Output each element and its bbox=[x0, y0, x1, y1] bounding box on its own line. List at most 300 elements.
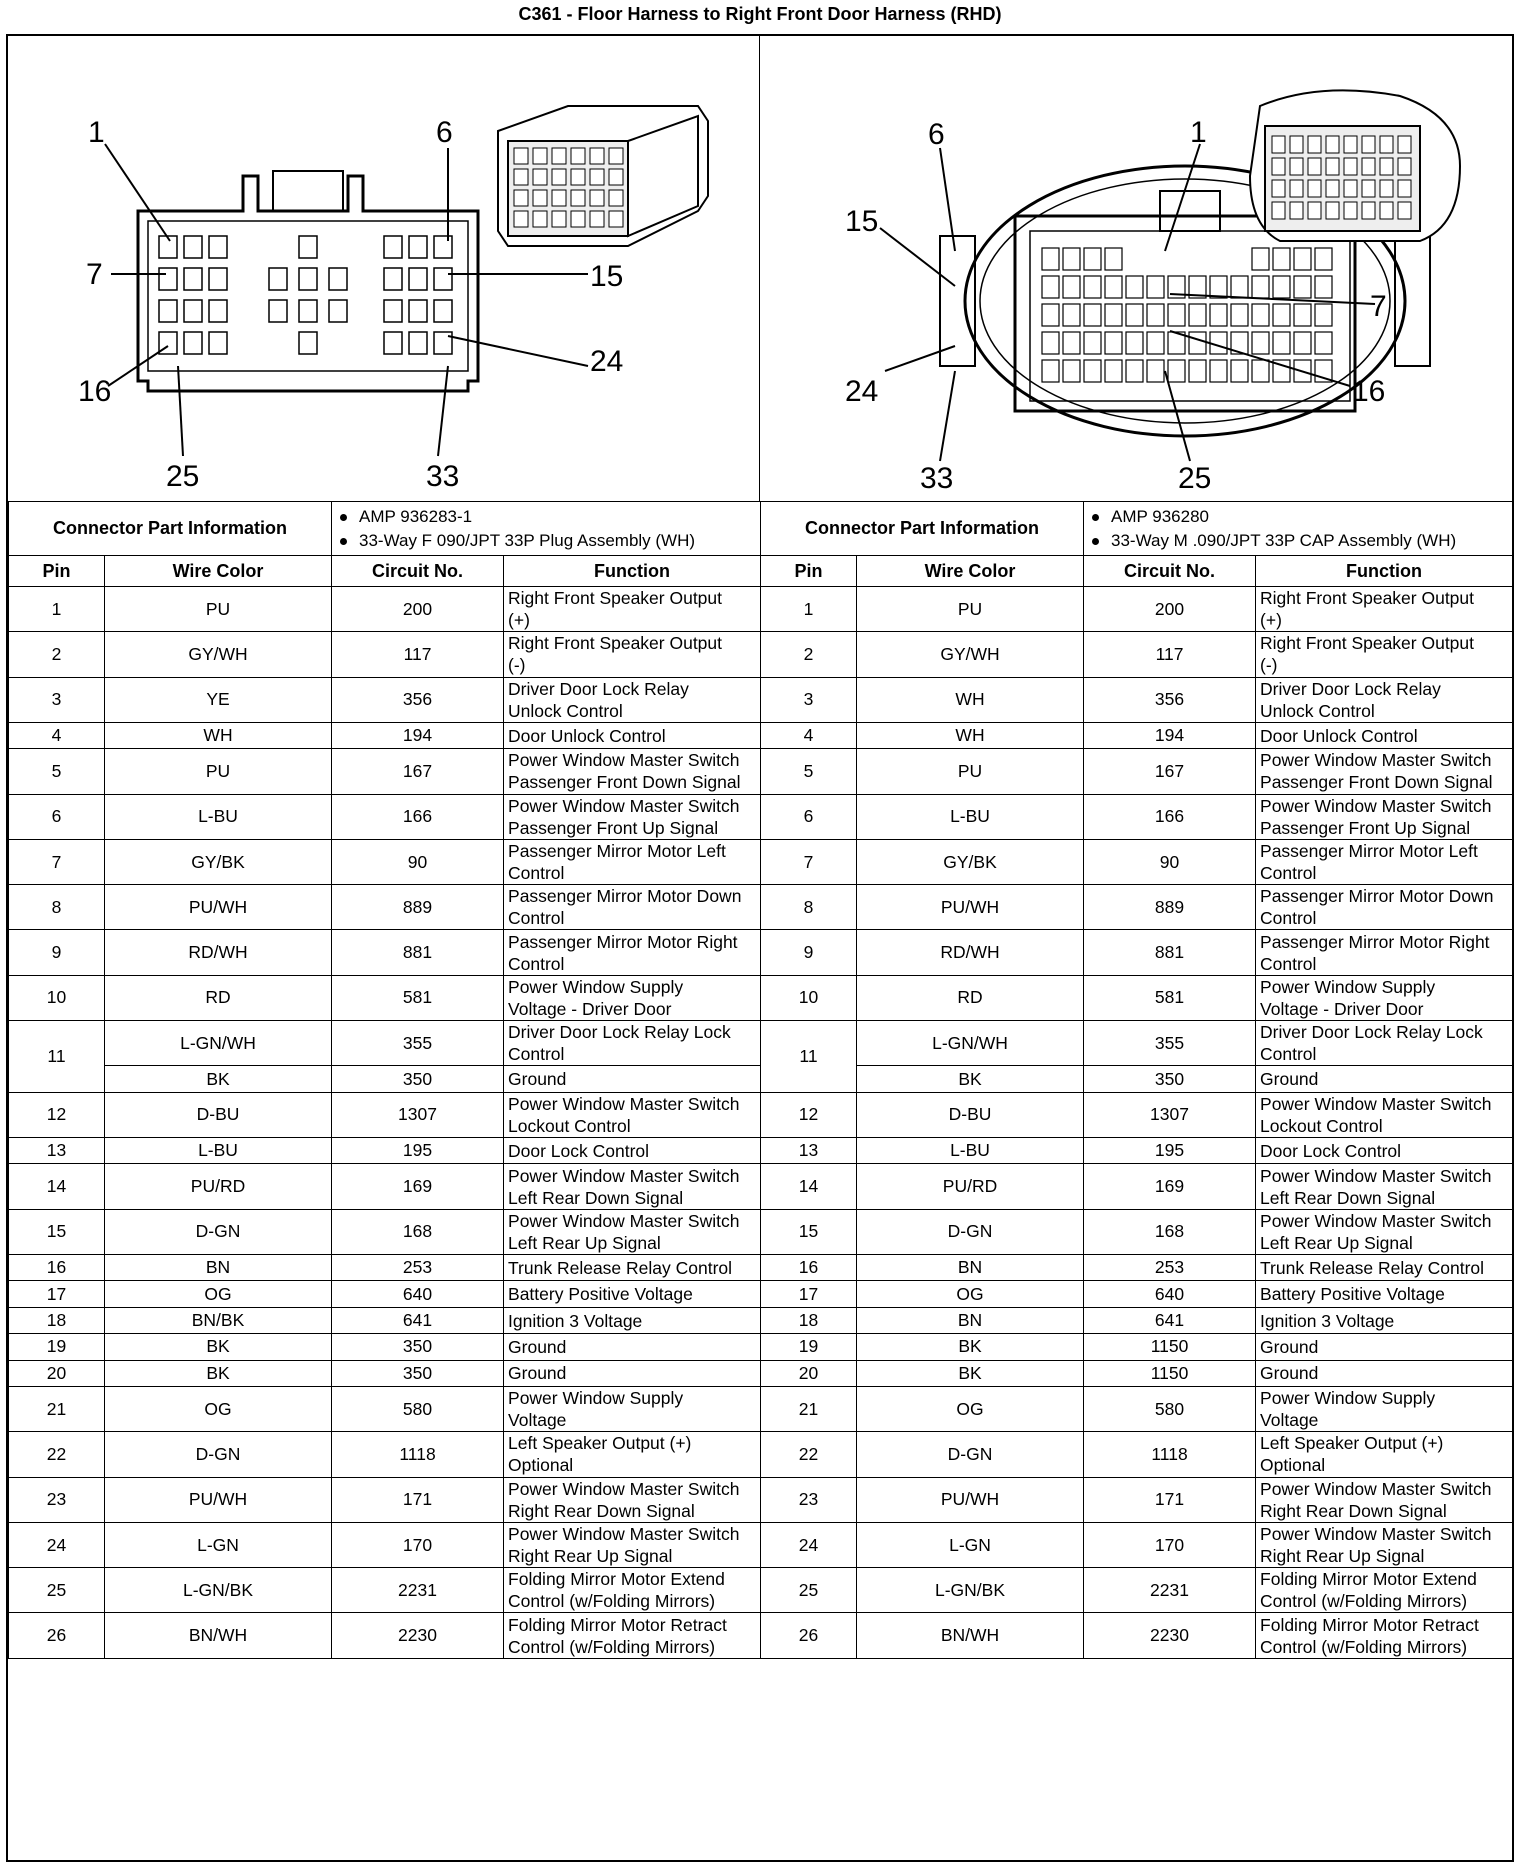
cavity bbox=[329, 300, 347, 322]
function-line: Driver Door Lock Relay Lock bbox=[1260, 1022, 1483, 1043]
function-cell bbox=[504, 1360, 761, 1386]
function-cell bbox=[1256, 677, 1513, 722]
pin-cell: 4 bbox=[9, 722, 105, 748]
function-line: Trunk Release Relay Control bbox=[1260, 1257, 1485, 1278]
cavity bbox=[1147, 304, 1164, 326]
circuit-cell: 641 bbox=[332, 1307, 504, 1333]
right-callout-25: 25 bbox=[1178, 462, 1212, 495]
table-row bbox=[761, 587, 1513, 632]
pin-cell: 12 bbox=[761, 1092, 857, 1137]
pin-cell: 1 bbox=[9, 587, 105, 632]
cavity bbox=[184, 300, 202, 322]
cavity bbox=[1398, 158, 1411, 175]
table-row bbox=[761, 722, 1513, 748]
pin-cell: 6 bbox=[9, 794, 105, 839]
wire-color-cell: WH bbox=[105, 722, 332, 748]
circuit-cell: 350 bbox=[332, 1334, 504, 1360]
column-header: Function bbox=[504, 556, 761, 587]
pin-cell: 18 bbox=[9, 1307, 105, 1333]
function-cell bbox=[1256, 1307, 1513, 1333]
cavity bbox=[533, 169, 547, 185]
wire-color-cell: GY/WH bbox=[857, 632, 1084, 677]
circuit-cell: 194 bbox=[332, 722, 504, 748]
function-cell bbox=[504, 1386, 761, 1431]
function-line: Voltage - Driver Door bbox=[508, 998, 672, 1019]
left-callout-16: 16 bbox=[78, 375, 112, 408]
part-info-line: 33-Way M .090/JPT 33P CAP Assembly (WH) bbox=[1111, 530, 1457, 550]
circuit-cell: 169 bbox=[332, 1164, 504, 1209]
cavity bbox=[1105, 332, 1122, 354]
cavity bbox=[1273, 332, 1290, 354]
wire-color-cell: L-GN/BK bbox=[857, 1568, 1084, 1613]
function-line: Lockout Control bbox=[508, 1115, 631, 1136]
wire-color-cell: RD bbox=[105, 975, 332, 1020]
diagram-row bbox=[8, 36, 1512, 502]
table-row bbox=[761, 975, 1513, 1020]
cavity bbox=[514, 211, 528, 227]
function-line: Power Window Master Switch bbox=[508, 1093, 740, 1114]
function-cell bbox=[1256, 839, 1513, 884]
circuit-cell: 881 bbox=[1084, 930, 1256, 975]
bullet-icon bbox=[340, 538, 347, 545]
function-cell bbox=[504, 749, 761, 794]
function-cell bbox=[504, 1209, 761, 1254]
function-line: (-) bbox=[508, 655, 526, 676]
function-line: Right Front Speaker Output bbox=[1260, 588, 1475, 609]
function-line: Power Window Master Switch bbox=[1260, 795, 1492, 816]
cavity bbox=[1126, 304, 1143, 326]
pin-cell: 9 bbox=[9, 930, 105, 975]
function-line: Power Window Master Switch bbox=[508, 795, 740, 816]
function-cell bbox=[504, 632, 761, 677]
function-cell bbox=[504, 1334, 761, 1360]
circuit-cell: 90 bbox=[1084, 839, 1256, 884]
wire-color-cell: PU bbox=[105, 749, 332, 794]
circuit-cell: 167 bbox=[332, 749, 504, 794]
circuit-cell: 881 bbox=[332, 930, 504, 975]
circuit-cell: 1118 bbox=[332, 1432, 504, 1477]
function-line: Right Rear Up Signal bbox=[1260, 1546, 1425, 1567]
function-line: Driver Door Lock Relay bbox=[508, 678, 689, 699]
cavity bbox=[434, 236, 452, 258]
right-callout-33: 33 bbox=[920, 462, 954, 495]
cavity bbox=[1273, 248, 1290, 270]
cavity bbox=[609, 169, 623, 185]
circuit-cell: 2231 bbox=[1084, 1568, 1256, 1613]
cavity bbox=[1063, 248, 1080, 270]
column-header: Pin bbox=[9, 556, 105, 587]
cavity bbox=[1147, 360, 1164, 382]
function-line: Control (w/Folding Mirrors) bbox=[1260, 1591, 1468, 1612]
function-line: Voltage bbox=[508, 1410, 567, 1431]
wire-color-cell: BK bbox=[105, 1334, 332, 1360]
cavity bbox=[269, 268, 287, 290]
circuit-cell: 2231 bbox=[332, 1568, 504, 1613]
function-line: Power Window Master Switch bbox=[1260, 1093, 1492, 1114]
cavity bbox=[1362, 202, 1375, 219]
table-row bbox=[9, 1138, 761, 1164]
cavity bbox=[533, 190, 547, 206]
table-row bbox=[761, 1522, 1513, 1567]
circuit-cell: 166 bbox=[1084, 794, 1256, 839]
function-line: Right Rear Down Signal bbox=[1260, 1500, 1447, 1521]
function-line: Voltage - Driver Door bbox=[1260, 998, 1424, 1019]
function-line: Left Rear Up Signal bbox=[508, 1232, 661, 1253]
column-header: Wire Color bbox=[105, 556, 332, 587]
wire-color-cell: PU bbox=[857, 749, 1084, 794]
function-cell bbox=[504, 1307, 761, 1333]
wire-color-cell: PU/RD bbox=[105, 1164, 332, 1209]
table-row bbox=[9, 930, 761, 975]
cavity bbox=[1126, 332, 1143, 354]
circuit-cell: 350 bbox=[332, 1066, 504, 1092]
table-row bbox=[9, 1477, 761, 1522]
function-cell bbox=[1256, 1164, 1513, 1209]
cavity bbox=[1272, 202, 1285, 219]
function-line: Power Window Master Switch bbox=[1260, 1165, 1492, 1186]
function-cell bbox=[504, 1522, 761, 1567]
right-callout-16: 16 bbox=[1352, 375, 1386, 408]
cavity bbox=[1231, 360, 1248, 382]
pin-cell: 24 bbox=[9, 1522, 105, 1567]
cavity bbox=[434, 300, 452, 322]
function-cell bbox=[1256, 632, 1513, 677]
circuit-cell: 889 bbox=[332, 885, 504, 930]
function-line: Passenger Front Down Signal bbox=[1260, 772, 1493, 793]
table-row bbox=[761, 1255, 1513, 1281]
cavity bbox=[1063, 332, 1080, 354]
table-row bbox=[9, 722, 761, 748]
cavity bbox=[1084, 304, 1101, 326]
cavity bbox=[1290, 158, 1303, 175]
right-callout-7: 7 bbox=[1370, 290, 1387, 323]
function-line: Control (w/Folding Mirrors) bbox=[508, 1636, 716, 1657]
wire-color-cell: L-BU bbox=[857, 1138, 1084, 1164]
function-cell bbox=[1256, 1613, 1513, 1658]
function-line: Driver Door Lock Relay Lock bbox=[508, 1022, 731, 1043]
function-line: Power Window Master Switch bbox=[1260, 1478, 1492, 1499]
cavity bbox=[1063, 360, 1080, 382]
function-line: Right Front Speaker Output bbox=[1260, 633, 1475, 654]
wire-color-cell: BN bbox=[857, 1307, 1084, 1333]
pin-cell: 10 bbox=[761, 975, 857, 1020]
wire-color-cell: L-GN bbox=[857, 1522, 1084, 1567]
cavity bbox=[1362, 180, 1375, 197]
right-part-info bbox=[1084, 502, 1513, 556]
cavity bbox=[1326, 180, 1339, 197]
pin-cell: 6 bbox=[761, 794, 857, 839]
wire-color-cell: PU/RD bbox=[857, 1164, 1084, 1209]
function-line: Ground bbox=[1260, 1363, 1319, 1384]
cavity bbox=[1380, 136, 1393, 153]
table-row bbox=[761, 1477, 1513, 1522]
function-line: Power Window Supply bbox=[508, 1388, 684, 1409]
function-cell bbox=[1256, 1021, 1513, 1066]
table-row bbox=[9, 1092, 761, 1137]
wire-color-cell: BN/BK bbox=[105, 1307, 332, 1333]
function-line: Power Window Master Switch bbox=[508, 1165, 740, 1186]
function-cell bbox=[504, 1164, 761, 1209]
function-line: Battery Positive Voltage bbox=[508, 1284, 693, 1305]
circuit-cell: 195 bbox=[1084, 1138, 1256, 1164]
table-row bbox=[9, 1164, 761, 1209]
wire-color-cell: PU/WH bbox=[105, 885, 332, 930]
function-line: (-) bbox=[1260, 655, 1278, 676]
function-line: Right Rear Up Signal bbox=[508, 1546, 673, 1567]
cavity bbox=[1344, 158, 1357, 175]
function-cell bbox=[504, 1281, 761, 1307]
cavity bbox=[552, 148, 566, 164]
left-pinout-table bbox=[8, 501, 761, 1659]
function-line: Power Window Master Switch bbox=[1260, 1210, 1492, 1231]
function-cell bbox=[1256, 1360, 1513, 1386]
circuit-cell: 355 bbox=[332, 1021, 504, 1066]
circuit-cell: 200 bbox=[332, 587, 504, 632]
circuit-cell: 580 bbox=[332, 1386, 504, 1431]
right-part-info-label: Connector Part Information bbox=[761, 502, 1084, 556]
cavity bbox=[1272, 136, 1285, 153]
circuit-cell: 640 bbox=[1084, 1281, 1256, 1307]
function-line: Control (w/Folding Mirrors) bbox=[508, 1591, 716, 1612]
function-cell bbox=[1256, 1568, 1513, 1613]
wire-color-cell: L-GN/BK bbox=[105, 1568, 332, 1613]
wire-color-cell: BN bbox=[105, 1255, 332, 1281]
pin-cell: 5 bbox=[761, 749, 857, 794]
function-line: Left Rear Down Signal bbox=[1260, 1187, 1436, 1208]
cavity bbox=[299, 236, 317, 258]
table-row bbox=[9, 885, 761, 930]
cavity bbox=[1326, 158, 1339, 175]
cavity bbox=[299, 268, 317, 290]
cavity bbox=[384, 236, 402, 258]
function-line: Power Window Master Switch bbox=[508, 1210, 740, 1231]
function-line: Folding Mirror Motor Retract bbox=[1260, 1614, 1479, 1635]
circuit-cell: 168 bbox=[332, 1209, 504, 1254]
pin-cell: 25 bbox=[9, 1568, 105, 1613]
table-row bbox=[761, 794, 1513, 839]
table-row bbox=[9, 749, 761, 794]
function-line: Passenger Mirror Motor Down bbox=[508, 886, 742, 907]
cavity bbox=[1084, 360, 1101, 382]
cavity bbox=[1308, 180, 1321, 197]
right-pinout-table bbox=[760, 501, 1513, 1659]
table-row bbox=[761, 1209, 1513, 1254]
table-row bbox=[761, 1281, 1513, 1307]
wire-color-cell: BN bbox=[857, 1255, 1084, 1281]
cavity bbox=[209, 268, 227, 290]
table-row bbox=[761, 749, 1513, 794]
pin-cell: 17 bbox=[9, 1281, 105, 1307]
function-line: Passenger Front Down Signal bbox=[508, 772, 741, 793]
cavity bbox=[1231, 276, 1248, 298]
function-line: Power Window Supply bbox=[1260, 976, 1436, 997]
cavity bbox=[1315, 248, 1332, 270]
cavity bbox=[209, 236, 227, 258]
pin-cell: 7 bbox=[761, 839, 857, 884]
pin-cell: 26 bbox=[9, 1613, 105, 1658]
function-line: Unlock Control bbox=[1260, 700, 1375, 721]
cavity bbox=[1315, 276, 1332, 298]
wire-color-cell: D-BU bbox=[105, 1092, 332, 1137]
pin-cell: 21 bbox=[761, 1386, 857, 1431]
cavity bbox=[1210, 304, 1227, 326]
cavity bbox=[1042, 304, 1059, 326]
wire-color-cell: OG bbox=[857, 1386, 1084, 1431]
circuit-cell: 253 bbox=[1084, 1255, 1256, 1281]
function-cell bbox=[1256, 1334, 1513, 1360]
table-row bbox=[761, 677, 1513, 722]
pin-cell: 1 bbox=[761, 587, 857, 632]
pin-cell: 11 bbox=[761, 1021, 857, 1093]
pin-cell: 20 bbox=[761, 1360, 857, 1386]
cavity bbox=[1315, 332, 1332, 354]
cavity bbox=[1189, 360, 1206, 382]
table-row bbox=[761, 1164, 1513, 1209]
plug-face-drawing bbox=[8, 36, 760, 501]
table-row bbox=[9, 632, 761, 677]
table-row bbox=[761, 1021, 1513, 1066]
function-line: Ignition 3 Voltage bbox=[1260, 1310, 1395, 1331]
circuit-cell: 90 bbox=[332, 839, 504, 884]
left-part-info-label: Connector Part Information bbox=[9, 502, 332, 556]
wire-color-cell: GY/WH bbox=[105, 632, 332, 677]
cavity bbox=[384, 300, 402, 322]
cavity bbox=[409, 300, 427, 322]
right-callout-24: 24 bbox=[845, 375, 879, 408]
function-line: Passenger Mirror Motor Down bbox=[1260, 886, 1494, 907]
cavity bbox=[571, 190, 585, 206]
function-cell bbox=[504, 1568, 761, 1613]
cavity bbox=[1294, 332, 1311, 354]
cavity bbox=[299, 300, 317, 322]
table-row bbox=[761, 1386, 1513, 1431]
cavity bbox=[552, 211, 566, 227]
wire-color-cell: BK bbox=[857, 1334, 1084, 1360]
function-cell bbox=[504, 1138, 761, 1164]
function-cell bbox=[504, 1021, 761, 1066]
cavity bbox=[514, 190, 528, 206]
cavity bbox=[1252, 360, 1269, 382]
pin-cell: 15 bbox=[761, 1209, 857, 1254]
cavity bbox=[1126, 276, 1143, 298]
cavity bbox=[1273, 276, 1290, 298]
wire-color-cell: RD/WH bbox=[857, 930, 1084, 975]
wire-color-cell: L-BU bbox=[105, 794, 332, 839]
table-row bbox=[761, 1360, 1513, 1386]
pin-cell: 22 bbox=[9, 1432, 105, 1477]
table-row bbox=[9, 587, 761, 632]
pin-cell: 26 bbox=[761, 1613, 857, 1658]
cavity bbox=[209, 300, 227, 322]
table-row bbox=[761, 1334, 1513, 1360]
pin-cell: 13 bbox=[761, 1138, 857, 1164]
pin-cell: 15 bbox=[9, 1209, 105, 1254]
bullet-icon bbox=[1092, 514, 1099, 521]
pin-cell: 18 bbox=[761, 1307, 857, 1333]
wire-color-cell: L-GN bbox=[105, 1522, 332, 1567]
column-header: Circuit No. bbox=[1084, 556, 1256, 587]
cavity bbox=[409, 268, 427, 290]
function-line: Power Window Supply bbox=[1260, 1388, 1436, 1409]
cavity bbox=[533, 148, 547, 164]
table-row bbox=[761, 1138, 1513, 1164]
wire-color-cell: OG bbox=[105, 1281, 332, 1307]
pin-cell: 24 bbox=[761, 1522, 857, 1567]
pin-cell: 11 bbox=[9, 1021, 105, 1093]
cavity bbox=[1105, 360, 1122, 382]
cavity bbox=[409, 236, 427, 258]
function-line: Driver Door Lock Relay bbox=[1260, 678, 1441, 699]
function-line: Passenger Front Up Signal bbox=[1260, 817, 1471, 838]
wire-color-cell: PU bbox=[857, 587, 1084, 632]
pin-cell: 3 bbox=[761, 677, 857, 722]
table-row bbox=[9, 1021, 761, 1066]
function-line: Power Window Master Switch bbox=[508, 1478, 740, 1499]
pin-cell: 23 bbox=[761, 1477, 857, 1522]
function-cell bbox=[1256, 1255, 1513, 1281]
function-line: Left Speaker Output (+) bbox=[508, 1433, 692, 1454]
cavity bbox=[1398, 136, 1411, 153]
circuit-cell: 194 bbox=[1084, 722, 1256, 748]
function-cell bbox=[504, 1477, 761, 1522]
cavity bbox=[1326, 202, 1339, 219]
cavity bbox=[590, 148, 604, 164]
function-line: Door Unlock Control bbox=[1260, 725, 1418, 746]
wire-color-cell: OG bbox=[105, 1386, 332, 1431]
cavity bbox=[1168, 304, 1185, 326]
pin-cell: 19 bbox=[9, 1334, 105, 1360]
cavity bbox=[514, 148, 528, 164]
circuit-cell: 117 bbox=[1084, 632, 1256, 677]
cavity bbox=[1063, 304, 1080, 326]
function-cell bbox=[1256, 885, 1513, 930]
cavity bbox=[1380, 158, 1393, 175]
cavity bbox=[1105, 276, 1122, 298]
wire-color-cell: GY/BK bbox=[105, 839, 332, 884]
table-row bbox=[761, 1568, 1513, 1613]
column-header: Function bbox=[1256, 556, 1513, 587]
function-cell bbox=[504, 794, 761, 839]
cavity bbox=[434, 268, 452, 290]
function-line: Door Lock Control bbox=[508, 1140, 650, 1161]
left-callout-15: 15 bbox=[590, 260, 624, 293]
table-row bbox=[9, 839, 761, 884]
cavity bbox=[1252, 332, 1269, 354]
cavity bbox=[159, 300, 177, 322]
table-row bbox=[761, 1307, 1513, 1333]
table-row bbox=[761, 1613, 1513, 1658]
function-cell bbox=[504, 1255, 761, 1281]
function-line: Control bbox=[1260, 908, 1317, 929]
wire-color-cell: D-GN bbox=[105, 1432, 332, 1477]
cavity bbox=[409, 332, 427, 354]
cavity bbox=[1315, 304, 1332, 326]
table-row bbox=[9, 1334, 761, 1360]
wire-color-cell: L-BU bbox=[105, 1138, 332, 1164]
table-row bbox=[9, 677, 761, 722]
function-line: Left Rear Down Signal bbox=[508, 1187, 684, 1208]
pin-cell: 10 bbox=[9, 975, 105, 1020]
wire-color-cell: WH bbox=[857, 722, 1084, 748]
circuit-cell: 171 bbox=[1084, 1477, 1256, 1522]
function-line: Passenger Mirror Motor Left bbox=[1260, 841, 1478, 862]
cavity bbox=[590, 211, 604, 227]
pin-cell: 2 bbox=[9, 632, 105, 677]
wire-color-cell: PU/WH bbox=[857, 885, 1084, 930]
circuit-cell: 581 bbox=[1084, 975, 1256, 1020]
table-row bbox=[761, 632, 1513, 677]
function-line: Power Window Supply bbox=[508, 976, 684, 997]
